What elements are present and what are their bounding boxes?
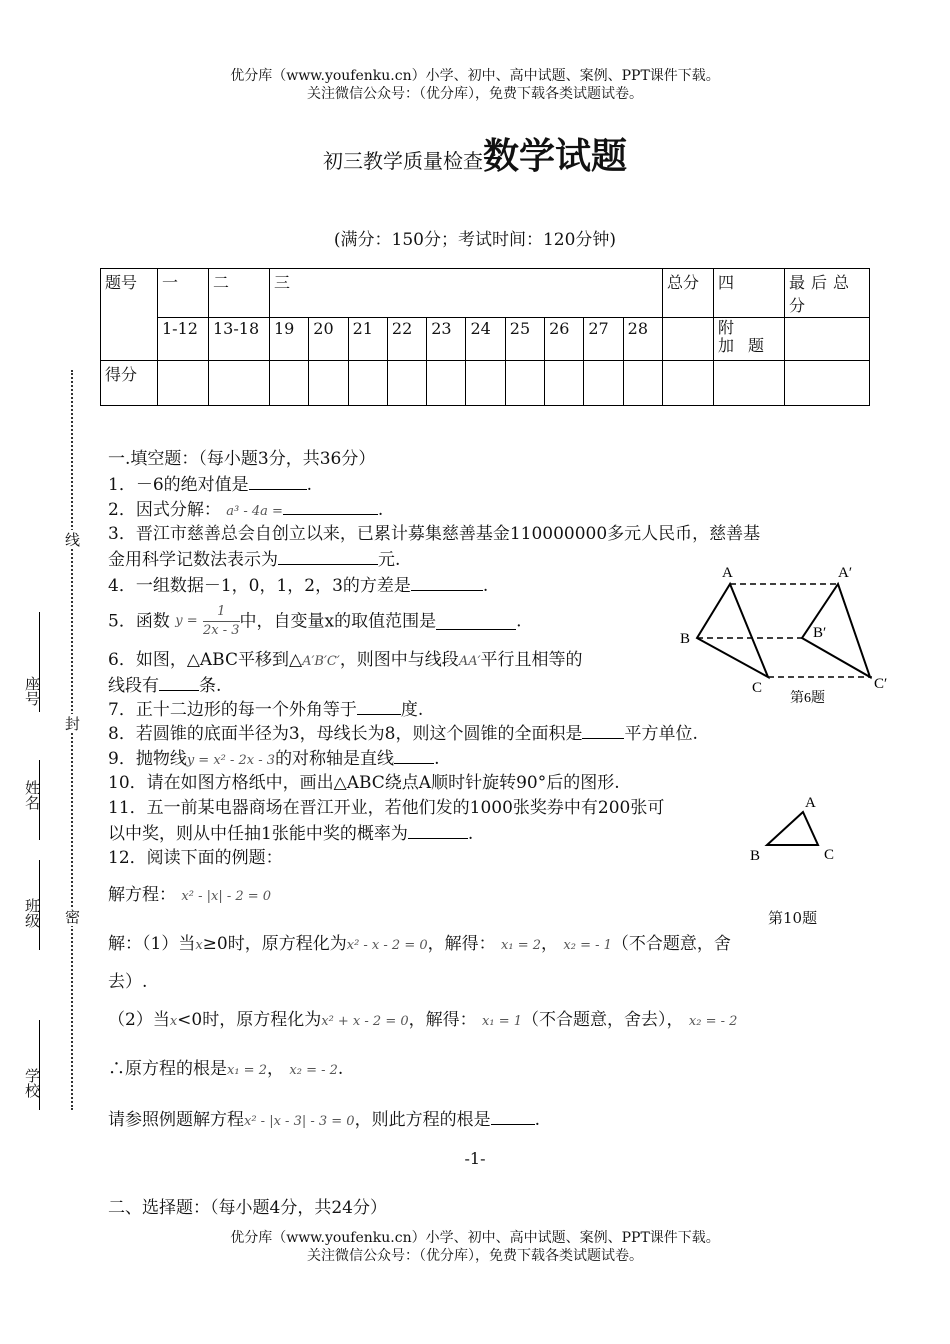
th-fujia: 附 加题 xyxy=(714,318,785,361)
answer-blank[interactable] xyxy=(491,1108,535,1125)
sol2-eq: x² + x - 2 = 0 xyxy=(321,1014,409,1029)
question-11a: 11．五一前某电器商场在晋江开业，若他们发的1000张奖券中有200张可 xyxy=(108,798,665,818)
th-si: 四 xyxy=(714,269,785,318)
solution-2 xyxy=(108,1009,737,1033)
th-num: 24 xyxy=(466,318,505,361)
q9-end: . xyxy=(434,749,440,769)
q5-fraction xyxy=(203,603,240,640)
caption-fig10: 第10题 xyxy=(768,909,818,927)
question-3a: 3．晋江市慈善总会自创立以来，已累计募集慈善基金110000000多元人民币，慈善基 xyxy=(108,524,761,544)
footer-line-1: 优分库（www.youfenku.cn）小学、初中、高中试题、案例、PPT课件下载。 xyxy=(230,1230,720,1246)
score-cell[interactable] xyxy=(623,361,662,406)
example xyxy=(108,884,271,908)
q5-text: 5．函数 xyxy=(108,611,170,632)
label-b-10: B xyxy=(750,848,761,864)
question-10: 10．请在如图方格纸中，画出△ABC绕点A顺时针旋转90°后的图形. xyxy=(108,773,620,793)
label-a: A xyxy=(722,565,733,581)
q4-end: . xyxy=(482,576,489,596)
q6-text-d: 线段有 xyxy=(108,676,159,696)
q3-text: 金用科学记数法表示为 xyxy=(108,550,278,570)
sol1-x: x xyxy=(195,938,203,953)
q8-text: 8．若圆锥的底面半径为3，母线长为8，则这个圆锥的全面积是 xyxy=(108,724,583,744)
th-1-12: 1-12 xyxy=(158,318,209,361)
sol2-text-c: ，解得： xyxy=(408,1010,477,1030)
label-b2: B′ xyxy=(813,625,827,641)
question-6b xyxy=(108,674,221,697)
q6-text-b: ，则图中与线段 xyxy=(339,650,459,670)
q6-end: 条. xyxy=(199,676,222,696)
label-c: C xyxy=(752,680,763,696)
q1-text: 1．－6的绝对值是 xyxy=(108,475,249,495)
answer-blank[interactable] xyxy=(394,747,434,764)
question-1 xyxy=(108,473,312,496)
q9-text: 9．抛物线 xyxy=(108,749,187,769)
label-xingming: 姓名 xyxy=(23,780,41,810)
sol1-text-c: ，解得： xyxy=(427,934,496,954)
task-text: 请参照例题解方程 xyxy=(108,1110,244,1130)
solution-1b: 去）. xyxy=(108,972,148,992)
q6-text: 6．如图，△ABC平移到△ xyxy=(108,650,303,670)
score-cell[interactable] xyxy=(309,361,348,406)
example-expr: x² - |x| - 2 = 0 xyxy=(181,889,272,904)
answer-blank[interactable] xyxy=(436,613,516,630)
page-number: -1- xyxy=(464,1149,486,1168)
label-b: B xyxy=(680,631,691,647)
header-line-2: 关注微信公众号：（优分库），免费下载各类试题试卷。 xyxy=(307,86,643,102)
label-a-10: A xyxy=(805,795,816,811)
q7-text: 7．正十二边形的每一个外角等于 xyxy=(108,700,357,720)
th-zongfen: 总分 xyxy=(663,269,714,318)
label-banji: 班级 xyxy=(23,898,41,928)
q8-end: 平方单位. xyxy=(624,724,698,744)
q5-den: 2x - 3 xyxy=(203,623,240,638)
question-4 xyxy=(108,574,488,597)
q9-expr: y = x² - 2x - 3 xyxy=(186,753,276,768)
answer-blank[interactable] xyxy=(408,822,468,839)
sol2-root2: x₂ = - 2 xyxy=(688,1014,738,1029)
label-c-10: C xyxy=(824,847,835,863)
score-cell[interactable] xyxy=(785,361,870,406)
q7-end: 度. xyxy=(400,700,424,720)
th-zuihou: 最后总分 xyxy=(785,269,870,318)
q5-num: 1 xyxy=(203,603,240,622)
answer-blank[interactable] xyxy=(278,548,378,565)
task-line xyxy=(108,1108,540,1133)
section1-heading: 一.填空题：（每小题3分，共36分） xyxy=(108,449,376,469)
question-3b xyxy=(108,548,400,571)
td-empty xyxy=(663,318,714,361)
question-6 xyxy=(108,649,583,673)
roots-r1: x₁ = 2 xyxy=(227,1063,267,1078)
q9-text-b: 的对称轴是直线 xyxy=(275,749,395,769)
score-cell[interactable] xyxy=(348,361,387,406)
sol2-text: （2）当 xyxy=(108,1010,170,1030)
score-cell[interactable] xyxy=(427,361,466,406)
td-empty xyxy=(785,318,870,361)
label-c2: C′ xyxy=(874,676,888,692)
th-san: 三 xyxy=(270,269,663,318)
answer-blank[interactable] xyxy=(411,574,483,591)
q6-expr: A′B′C′ xyxy=(302,654,340,669)
header-line-1: 优分库（www.youfenku.cn）小学、初中、高中试题、案例、PPT课件下载。 xyxy=(230,68,720,84)
th-13-18: 13-18 xyxy=(209,318,270,361)
sol1-comma: ， xyxy=(541,934,559,954)
th-num: 28 xyxy=(623,318,662,361)
th-tihao: 题号 xyxy=(101,269,158,361)
score-cell[interactable] xyxy=(505,361,544,406)
score-cell[interactable] xyxy=(714,361,785,406)
question-8 xyxy=(108,722,698,745)
roots-text: ∴原方程的根是 xyxy=(108,1059,227,1079)
sol2-root1: x₁ = 1 xyxy=(482,1014,523,1029)
th-er: 二 xyxy=(209,269,270,318)
q1-end: . xyxy=(306,475,313,495)
triangle-abc xyxy=(697,584,768,677)
sol1-text: 解：（1）当 xyxy=(108,934,196,954)
th-num: 27 xyxy=(584,318,623,361)
q5-end: . xyxy=(516,611,522,632)
task-text-b: ，则此方程的根是 xyxy=(354,1110,491,1130)
th-num: 21 xyxy=(348,318,387,361)
q4-text: 4．一组数据－1，0，1，2，3的方差是 xyxy=(108,576,411,596)
score-cell[interactable] xyxy=(158,361,209,406)
figure-q10 xyxy=(745,792,855,872)
score-table xyxy=(100,268,870,406)
sol1-text-d: （不合题意，舍 xyxy=(611,934,731,954)
th-num: 22 xyxy=(387,318,426,361)
q6-expr2: AA′ xyxy=(458,654,481,669)
label-xuexiao: 学校 xyxy=(23,1068,41,1098)
roots-line xyxy=(108,1058,343,1082)
question-7 xyxy=(108,698,423,721)
answer-blank[interactable] xyxy=(582,722,624,739)
score-cell[interactable] xyxy=(387,361,426,406)
score-cell[interactable] xyxy=(545,361,584,406)
sol2-text-d: （不合题意，舍去）， xyxy=(522,1010,684,1030)
q6-text-c: 平行且相等的 xyxy=(480,650,583,670)
seal-mi: 密 xyxy=(63,909,81,924)
sol1-eq: x² - x - 2 = 0 xyxy=(346,938,428,953)
score-cell[interactable] xyxy=(466,361,505,406)
th-num: 19 xyxy=(270,318,309,361)
q11-end: . xyxy=(467,824,474,844)
title-main: 数学试题 xyxy=(482,135,627,177)
sol1-root1: x₁ = 2 xyxy=(501,938,542,953)
q2-expr: a³ - 4a = xyxy=(226,504,283,519)
q3-end: 元. xyxy=(378,550,401,570)
seal-feng: 封 xyxy=(63,716,81,731)
task-expr: x² - |x - 3| - 3 = 0 xyxy=(244,1114,355,1129)
answer-blank[interactable] xyxy=(283,498,378,515)
sol1-root2: x₂ = - 1 xyxy=(563,938,612,953)
q5-y: y = xyxy=(175,613,198,629)
seal-xian: 线 xyxy=(63,532,81,547)
section2-heading: 二、选择题：（每小题4分，共24分） xyxy=(108,1198,387,1218)
question-9 xyxy=(108,747,439,772)
score-cell[interactable] xyxy=(270,361,309,406)
answer-blank[interactable] xyxy=(357,698,401,715)
th-num: 26 xyxy=(545,318,584,361)
title-prefix: 初三教学质量检查 xyxy=(322,149,483,173)
roots-r2: x₂ = - 2 xyxy=(289,1063,338,1078)
roots-end: . xyxy=(337,1059,344,1079)
footer-line-2: 关注微信公众号：（优分库），免费下载各类试题试卷。 xyxy=(307,1248,643,1264)
question-5 xyxy=(108,603,522,640)
sol2-text-b: <0时，原方程化为 xyxy=(177,1010,322,1030)
question-11b xyxy=(108,822,473,845)
score-cell[interactable] xyxy=(663,361,714,406)
label-zuohao: 座号 xyxy=(23,676,41,706)
q2-end: . xyxy=(377,500,384,520)
exam-info: (满分：150分；考试时间：120分钟) xyxy=(333,230,617,250)
th-defen: 得分 xyxy=(101,361,158,406)
q5-text-b: 中，自变量x的取值范围是 xyxy=(239,611,437,632)
q11-text: 以中奖，则从中任抽1张能中奖的概率为 xyxy=(108,824,408,844)
score-cell[interactable] xyxy=(209,361,270,406)
answer-blank[interactable] xyxy=(249,473,307,490)
figure-q6 xyxy=(670,560,900,710)
sol1-text-b: ≥0时，原方程化为 xyxy=(202,934,347,954)
seal-line xyxy=(71,370,73,1110)
solution-1 xyxy=(108,933,731,957)
question-2 xyxy=(108,498,383,523)
th-num: 20 xyxy=(309,318,348,361)
th-num: 25 xyxy=(505,318,544,361)
sol2-x: x xyxy=(169,1014,178,1029)
roots-comma: ， xyxy=(266,1059,284,1079)
caption-fig6: 第6题 xyxy=(790,691,825,706)
question-12: 12．阅读下面的例题： xyxy=(108,848,283,868)
page-title xyxy=(0,128,950,179)
th-yi: 一 xyxy=(158,269,209,318)
q2-text: 2．因式分解： xyxy=(108,500,221,520)
score-cell[interactable] xyxy=(584,361,623,406)
answer-blank[interactable] xyxy=(159,674,199,691)
example-label: 解方程： xyxy=(108,885,176,905)
task-end: . xyxy=(534,1110,540,1130)
label-a2: A′ xyxy=(838,565,853,581)
th-num: 23 xyxy=(427,318,466,361)
triangle-abc-10 xyxy=(767,812,818,845)
